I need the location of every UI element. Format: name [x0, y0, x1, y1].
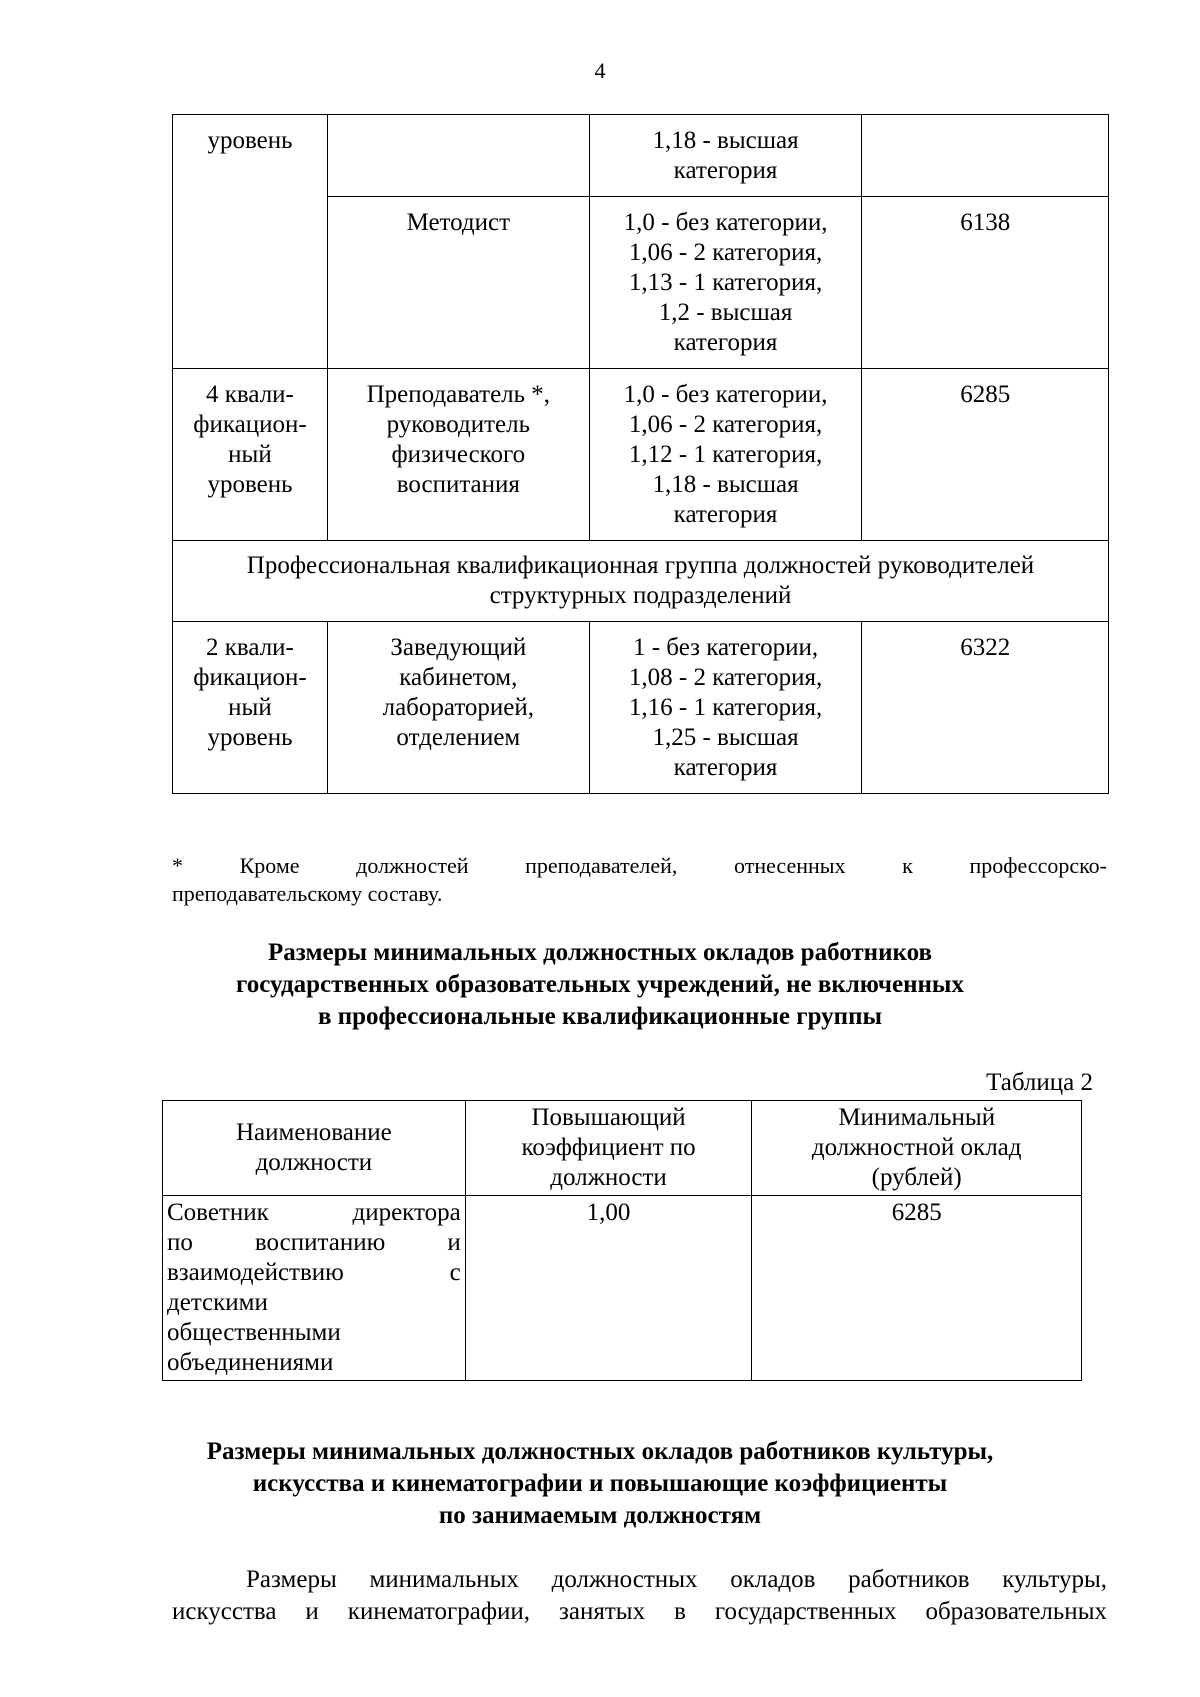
salary-cell: 6285 — [862, 369, 1109, 541]
heading-line: государственных образовательных учреждений, не включенных — [236, 971, 964, 998]
salary-cell — [862, 115, 1109, 197]
table-row — [173, 541, 1109, 622]
group-header-cell: Профессиональная квалификационная группа должностей руководителей структурных подразделений — [173, 541, 1109, 622]
paragraph-line: Размеры минимальных должностных окладов работников культуры, — [246, 1566, 1107, 1593]
table-caption: Таблица 2 — [986, 1069, 1093, 1096]
column-header: Минимальный должностной оклад (рублей) — [752, 1101, 1082, 1196]
position-cell: Методист — [327, 197, 589, 369]
qualification-table — [172, 114, 1109, 794]
heading-line: по занимаемым должностям — [438, 1502, 762, 1529]
page-number: 4 — [594, 58, 606, 83]
position-cell — [327, 115, 589, 197]
paragraph-line: искусства и кинематографии, занятых в государственных образовательных — [172, 1598, 1107, 1625]
salary-cell: 6138 — [862, 197, 1109, 369]
heading-line: Размеры минимальных должностных окладов работников — [268, 939, 932, 966]
level-cell: уровень — [173, 115, 328, 369]
cell-line: по воспитанию и — [167, 1229, 461, 1256]
section-heading — [0, 1436, 1200, 1532]
table-row — [173, 115, 1109, 197]
position-name-cell — [163, 1196, 466, 1381]
cell-line: Советник директора — [167, 1199, 461, 1226]
heading-line: искусства и кинематографии и повышающие коэффициенты — [252, 1470, 948, 1497]
footnote-line: * Кроме должностей преподавателей, отнесенных к профессорско- — [172, 853, 1107, 878]
table-row — [173, 369, 1109, 541]
cell-line: объединениями — [167, 1349, 334, 1376]
table-row — [173, 622, 1109, 794]
salary-cell: 6285 — [752, 1196, 1082, 1381]
position-cell: Преподаватель *, руководитель физического воспитания — [327, 369, 589, 541]
section-heading — [0, 937, 1200, 1033]
coefficient-cell: 1,00 — [465, 1196, 752, 1381]
coefficient-cell: 1 - без категории, 1,08 - 2 категория, 1,16 - 1 категория, 1,25 - высшая категория — [589, 622, 862, 794]
table-header-row — [163, 1101, 1082, 1196]
footnote-line: преподавательскому составу. — [172, 881, 443, 906]
salary-cell: 6322 — [862, 622, 1109, 794]
salary-table — [162, 1100, 1082, 1381]
coefficient-cell: 1,18 - высшая категория — [589, 115, 862, 197]
level-cell: 4 квали- фикацион- ный уровень — [173, 369, 328, 541]
cell-line: взаимодействию с — [167, 1259, 461, 1286]
position-cell: Заведующий кабинетом, лабораторией, отделением — [327, 622, 589, 794]
table-row — [163, 1196, 1082, 1381]
body-paragraph — [172, 1564, 1107, 1628]
coefficient-cell: 1,0 - без категории, 1,06 - 2 категория, 1,13 - 1 категория, 1,2 - высшая категория — [589, 197, 862, 369]
heading-line: в профессиональные квалификационные группы — [317, 1003, 882, 1030]
cell-line: общественными — [167, 1319, 341, 1346]
coefficient-cell: 1,0 - без категории, 1,06 - 2 категория, 1,12 - 1 категория, 1,18 - высшая категория — [589, 369, 862, 541]
column-header: Повышающий коэффициент по должности — [465, 1101, 752, 1196]
cell-line: детскими — [167, 1289, 268, 1316]
column-header: Наименование должности — [163, 1101, 466, 1196]
level-cell: 2 квали- фикацион- ный уровень — [173, 622, 328, 794]
heading-line: Размеры минимальных должностных окладов работников культуры, — [206, 1438, 994, 1465]
